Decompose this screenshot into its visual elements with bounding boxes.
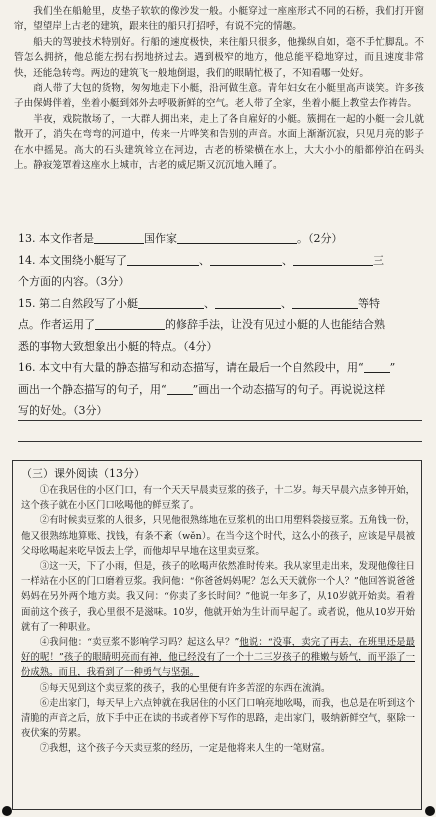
questions-block [18,228,428,422]
answer-blank[interactable] [127,253,199,266]
section3-paragraph: ①在我居住的小区门口，有一个天天早晨卖豆浆的孩子，十二岁。每天早晨六点多钟开始，这个孩子就在小区门口吆喝他的鲜豆浆了。 [21,485,415,512]
binding-hole-mark [2,806,12,816]
section3-paragraph-4: ④我问他：“卖豆浆不影响学习吗？起这么早？”他说：“没事，卖完了再去，在班里还是最好的呢！”孩子的眼睛明亮而有神，他已经没有了一个十二三岁孩子的稚嫩与娇气，而平添了一份成熟。而且，我看到了一种勇气与坚强。 [21,637,415,679]
passage1-paragraph: 船夫的驾驶技术特别好。行船的速度极快，来往船只很多，他操纵自如，毫不手忙脚乱。不管怎么拥挤，他总能左拐右拐地挤过去。遇到极窄的地方，他总能平稳地穿过，而且速度非常快，还能急转弯。两边的建筑飞一般地倒退，我们的眼睛忙极了，不知看哪一处好。 [14,36,424,79]
passage1-paragraph: 半夜，戏院散场了，一大群人拥出来，走上了各自雇好的小艇。簇拥在一起的小艇一会儿就散开了，消失在弯弯的河道中，传来一片哗笑和告别的声音。水面上渐渐沉寂，只见月亮的影子在水中摇晃。高大的石头建筑耸立在河边，古老的桥梁横在水上，大大小小的船都停泊在码头上。静寂笼罩着这座水上城市，古老的威尼斯又沉沉地入睡了。 [14,113,424,172]
answer-line[interactable] [18,441,422,442]
answer-blank[interactable] [364,360,390,373]
section3-paragraph: ⑤每天见到这个卖豆浆的孩子，我的心里便有许多苦涩的东西在流淌。 [39,682,331,694]
section-3-box [12,460,422,810]
answer-blank[interactable] [292,296,358,309]
question-13: 13. 本文作者是 国作家 。（2分） [18,232,343,245]
binding-hole-mark [425,806,435,816]
section3-paragraph: ⑦我想，这个孩子今天卖豆浆的经历，一定是他将来人生的一笔财富。 [39,743,331,755]
answer-blank[interactable] [138,296,204,309]
question-14: 14. 本文围绕小艇写了 、 、 三 个方面的内容。（3分） [18,253,384,288]
passage1-paragraph: 商人带了大包的货物，匆匆地走下小艇，沿河做生意。青年妇女在小艇里高声谈笑。许多孩子由保姆伴着，坐着小艇到郊外去呼吸新鲜的空气。老人带了全家，坐着小艇上教堂去作祷告。 [14,83,424,110]
answer-blank[interactable] [167,382,193,395]
passage1-paragraph: 我们坐在船舱里，皮垫子软软的像沙发一般。小艇穿过一座座形式不同的石桥，我们打开窗帘，望望岸上古老的建筑，跟来往的船只打招呼，有说不完的情趣。 [14,6,424,33]
question-16: 16. 本文中有大量的静态描写和动态描写，请在最后一个自然段中，用“ ” 画出一个静态描写的句子，用“ ”画出一个动态描写的句子。再说说这样 写的好处。（3分） [18,361,396,417]
question-15: 15. 第二自然段写了小艇 、 、 等特 点。作者运用了 的修辞手法，让没有见过小艇的人也能结合熟 悉的事物大致想象出小艇的特点。（4分） [18,296,385,353]
answer-blank[interactable] [95,317,165,330]
section3-paragraph: ⑥走出家门，每天早上六点钟就在我居住的小区门口响亮地吆喝，而我，也总是在听到这个清脆的声音之后，放下手中正在读的书或者停下写作的思路，走出家门，吸纳新鲜空气，驱除一夜伏案的劳累。 [21,697,415,740]
answer-blank[interactable] [94,231,144,244]
section-3-title: （三）课外阅读（13分） [21,467,145,480]
answer-blank[interactable] [210,253,282,266]
underlined-sentence: 他说：“没事，卖完了再去，在班里还是最好的呢！”孩子的眼睛明亮而有神，他已经没有了一个十二三岁孩子的稚嫩与娇气，而平添了一份成熟。而且，我看到了一种勇气与坚强。 [21,637,415,679]
section3-paragraph: ②有时候卖豆浆的人很多，只见他很熟练地在豆浆机的出口用塑料袋接豆浆。五角钱一份，他又很熟练地算账、找钱，有条不紊（wěn）。在当今这个时代，这么小的孩子，应该是早晨被父母吆喝起来吃早饭去上学，而他却早早地在这里卖豆浆。 [21,515,415,557]
answer-blank[interactable] [177,231,297,244]
passage-1 [14,4,424,173]
answer-line[interactable] [18,420,422,421]
answer-blank[interactable] [215,296,281,309]
section3-paragraph: ③这一天，下了小雨，但是，孩子的吆喝声依然准时传来。我从家里走出来，发现他像往日一样站在小区的门口磨着豆浆。我问他：“你爸爸妈妈呢？怎么天天就你一个人？”他回答说爸爸妈妈在另外两个地方卖。我又问：“你卖了多长时间？”他说一年多了，从10岁就开始卖。看着面前这个孩子，我心里很不是滋味。10岁，他就开始为生计而早起了。或者说，他从10岁开始就有了一种职业。 [21,561,415,633]
answer-blank[interactable] [293,253,373,266]
